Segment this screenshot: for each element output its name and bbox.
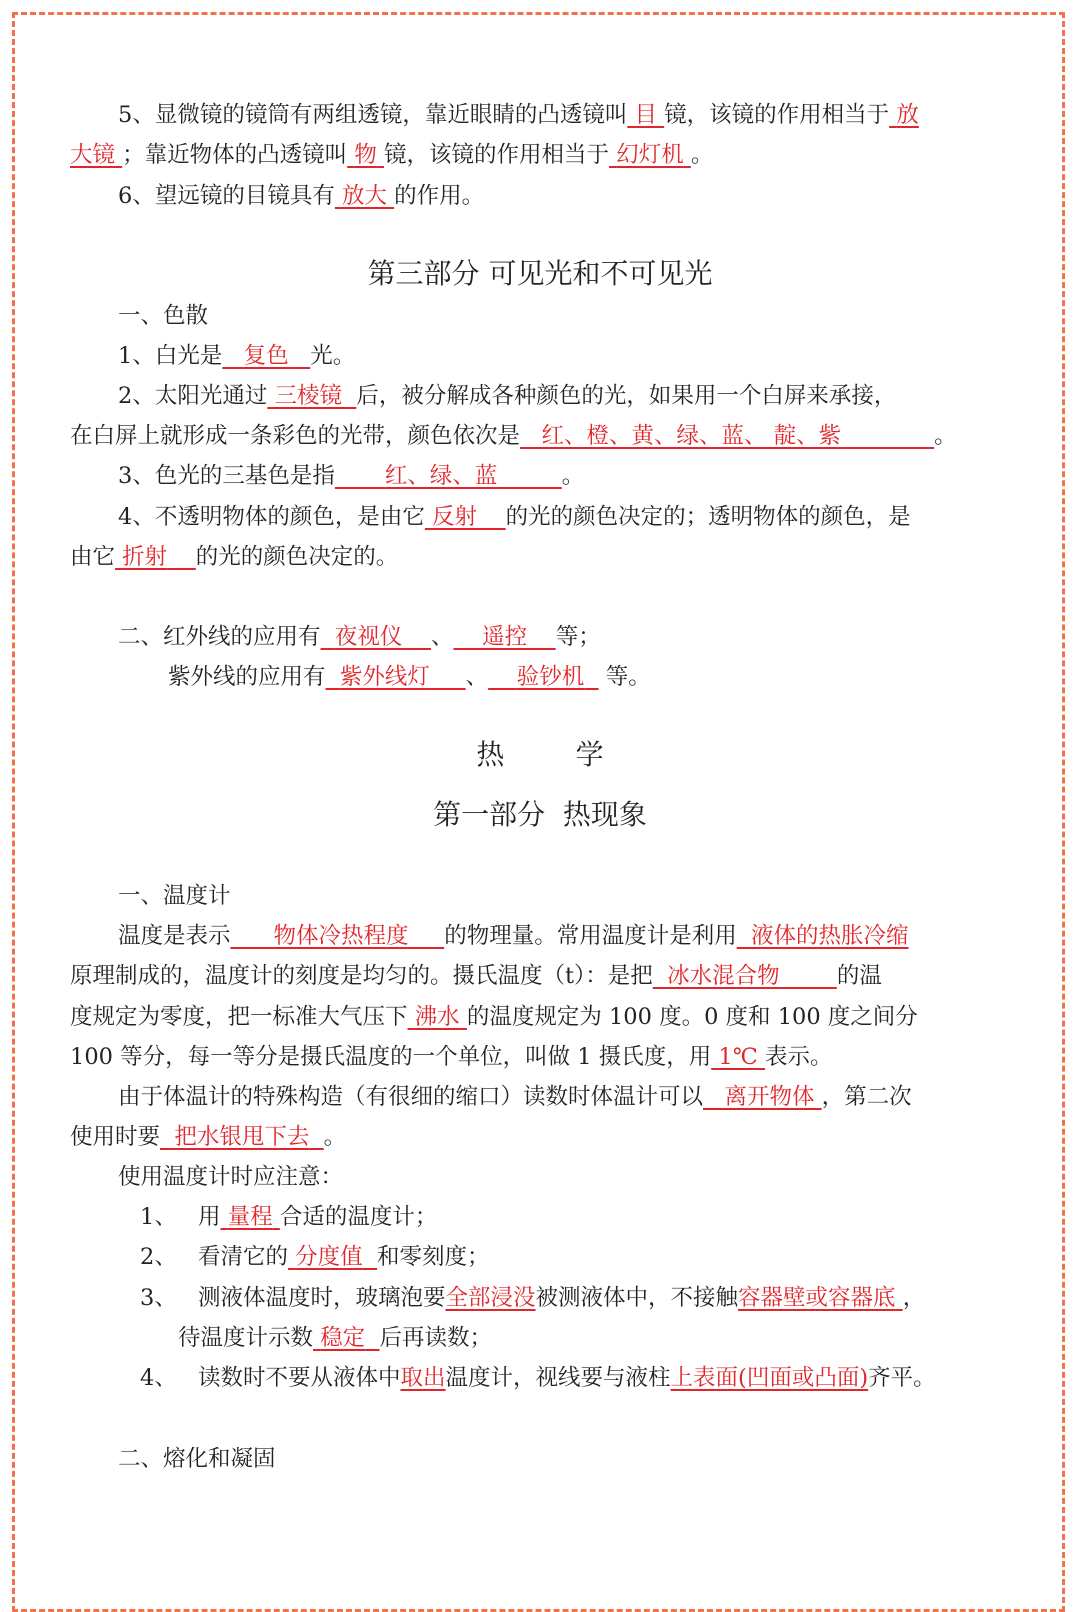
note-4: 4、 读数时不要从液体中取出温度计，视线要与液柱上表面(凹面或凸面)齐平。	[140, 1365, 936, 1391]
answer-compound-light: 复色	[243, 343, 289, 369]
answer-magnifier-part1: 放	[896, 102, 919, 128]
thermometer-para-2-line-2: 使用时要 把水银甩下去 。	[70, 1124, 347, 1150]
question-5-line-2: 大镜 ；靠近物体的凸透镜叫 物 镜，该镜的作用相当于 幻灯机 。	[70, 142, 714, 168]
answer-shake-mercury-down: 把水银甩下去	[174, 1124, 310, 1150]
usage-notes-intro: 使用温度计时应注意：	[118, 1164, 344, 1190]
question-6: 6、望远镜的目镜具有 放大 的作用。	[118, 183, 485, 209]
thermometer-para-2-line-1: 由于体温计的特殊构造（有很细的缩口）读数时体温计可以 离开物体 ，第二次	[118, 1084, 912, 1110]
question-1: 1、白光是 复色 光。	[118, 343, 356, 369]
answer-magnify: 放大	[341, 183, 387, 209]
note-3-line-1: 3、 测液体温度时，玻璃泡要全部浸没被测液体中，不接触容器壁或容器底 ，	[140, 1285, 926, 1311]
thermometer-para-1-line-2: 原理制成的，温度计的刻度是均匀的。摄氏温度（t）：是把 冰水混合物 的温	[70, 963, 882, 989]
answer-stable: 稳定	[320, 1325, 366, 1351]
answer-fully-immersed: 全部浸没	[445, 1285, 536, 1311]
note-1: 1、 用 量程 合适的温度计；	[140, 1204, 438, 1230]
answer-celsius-symbol: 1℃	[718, 1044, 758, 1070]
question-3: 3、色光的三基色是指 红、绿、蓝 。	[118, 463, 585, 489]
question-2-line-2: 在白屏上就形成一条彩色的光带，颜色依次是 红、橙、黄、绿、蓝、 靛、紫 。	[70, 423, 957, 449]
thermometer-para-1-line-4: 100 等分，每一等分是摄氏温度的一个单位，叫做 1 摄氏度，用 1℃ 表示。	[70, 1044, 833, 1070]
heat-title: 热 学	[476, 738, 604, 771]
answer-reflect: 反射	[431, 504, 477, 530]
heat-part-1-title: 第一部分 热现象	[433, 798, 647, 831]
question-4-line-2: 由它 折射 的光的颜色决定的。	[70, 544, 399, 570]
subheading-thermometer: 一、温度计	[118, 883, 231, 909]
answer-primary-colors: 红、绿、蓝	[384, 463, 498, 489]
note-3-line-2: 待温度计示数 稳定 后再读数；	[178, 1325, 493, 1351]
question-2-line-1: 2、太阳光通过 三棱镜 后，被分解成各种颜色的光，如果用一个白屏来承接，	[118, 383, 897, 409]
answer-prism: 三棱镜	[274, 383, 342, 409]
answer-thermal-expansion: 液体的热胀冷缩	[751, 923, 909, 949]
answer-remote-control: 遥控	[482, 624, 528, 650]
answer-objective: 物	[354, 142, 377, 168]
answer-spectrum-colors: 红、橙、黄、绿、蓝、 靛、紫	[541, 423, 842, 449]
question-5-line-1: 5、显微镜的镜筒有两组透镜，靠近眼睛的凸透镜叫 目 镜，该镜的作用相当于 放	[118, 102, 919, 128]
answer-boiling-water: 沸水	[414, 1004, 460, 1030]
answer-leave-object: 离开物体	[724, 1084, 815, 1110]
answer-range: 量程	[227, 1204, 273, 1230]
answer-container-wall-bottom: 容器壁或容器底	[738, 1285, 896, 1311]
answer-night-vision: 夜视仪	[334, 624, 403, 650]
subheading-dispersion: 一、色散	[118, 303, 209, 329]
section-3-title: 第三部分 可见光和不可见光	[367, 257, 713, 290]
answer-refract: 折射	[122, 544, 168, 570]
answer-banknote-detector: 验钞机	[516, 664, 585, 690]
answer-hot-cold-degree: 物体冷热程度	[273, 923, 409, 949]
answer-magnifier-part2: 大镜	[70, 142, 116, 168]
answer-take-out: 取出	[400, 1365, 446, 1391]
answer-eyepiece: 目	[634, 102, 657, 128]
subheading-melting-solidifying: 二、熔化和凝固	[118, 1446, 276, 1472]
answer-upper-surface: 上表面(凹面或凸面)	[670, 1365, 869, 1391]
infrared-applications: 二、红外线的应用有 夜视仪 、 遥控 等；	[118, 624, 601, 650]
question-4-line-1: 4、不透明物体的颜色，是由它 反射 的光的颜色决定的；透明物体的颜色，是	[118, 504, 911, 530]
answer-uv-lamp: 紫外线灯	[339, 664, 430, 690]
answer-ice-water-mixture: 冰水混合物	[667, 963, 780, 989]
ultraviolet-applications: 紫外线的应用有 紫外线灯 、 验钞机 等。	[168, 664, 651, 690]
answer-projector: 幻灯机	[616, 142, 684, 168]
thermometer-para-1-line-3: 度规定为零度，把一标准大气压下 沸水 的温度规定为 100 度。0 度和 100 度之间分	[70, 1004, 918, 1030]
answer-division-value: 分度值	[295, 1244, 363, 1270]
note-2: 2、 看清它的 分度值 和零刻度；	[140, 1244, 490, 1270]
thermometer-para-1-line-1: 温度是表示 物体冷热程度 的物理量。常用温度计是利用 液体的热胀冷缩	[118, 923, 909, 949]
